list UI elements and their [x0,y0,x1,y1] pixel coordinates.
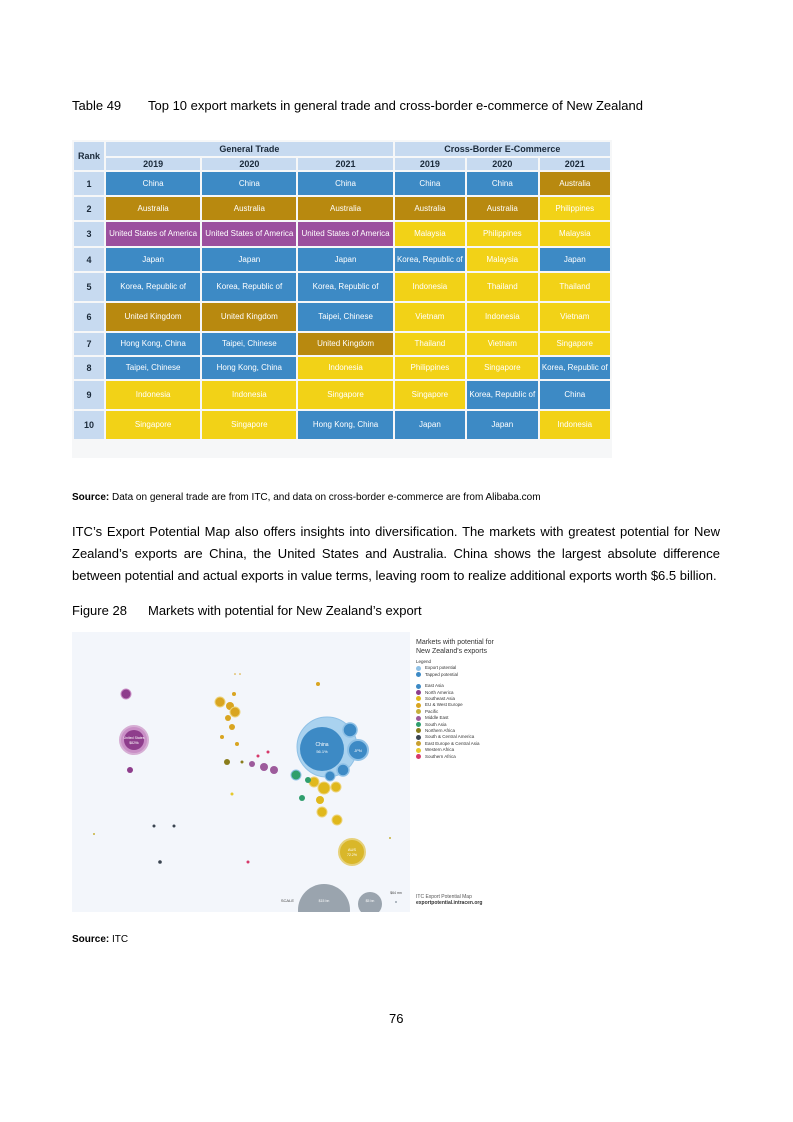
scale-15bn-circle [298,884,350,912]
market-cell: Japan [106,248,200,271]
china-bubble-pct: 56.1% [316,749,328,754]
europe-bubble [234,673,236,675]
year-header: 2021 [540,158,610,170]
market-cell: China [395,172,465,195]
sea-bubble [331,782,341,792]
south-asia-bubble [305,777,311,783]
figure-source [72,934,128,945]
market-cell: China [298,172,392,195]
table-row [74,411,610,439]
market-cell: Japan [298,248,392,271]
south-asia-bubble [299,795,305,801]
sea-bubble [316,796,324,804]
mexico-bubble [127,767,133,773]
legend-item-label: South & Central America [425,734,475,740]
table-row [74,381,610,409]
legend-potential-list [416,665,516,678]
us-bubble-pct: $829k [129,741,139,745]
europe-bubble [235,742,239,746]
rank-cell: 8 [74,357,104,379]
legend-item-label: Export potential [425,665,457,671]
market-cell: Vietnam [467,333,537,355]
united-states-tapped-bubble [124,730,144,750]
legend-dot-icon [416,748,421,753]
legend-dot-icon [416,684,421,689]
year-header: 2020 [467,158,537,170]
market-cell: Australia [298,197,392,220]
market-cell: Indonesia [395,273,465,301]
market-cell: Australia [467,197,537,220]
middle-east-bubble [270,766,278,774]
scale-64mn-circle [395,901,397,903]
rank-cell: 1 [74,172,104,195]
market-cell: Taipei, Chinese [106,357,200,379]
market-cell: United States of America [106,222,200,246]
legend-item-label: Pacific [425,708,439,714]
market-cell: Vietnam [395,303,465,331]
europe-bubble [316,682,320,686]
table-caption-text: Top 10 export markets in general trade and cross-border e-commerce of New Zealand [148,98,643,113]
table-source [72,492,541,503]
market-cell: United Kingdom [298,333,392,355]
legend-dot-icon [416,696,421,701]
figure-legend [416,638,516,760]
market-cell: United States of America [298,222,392,246]
body-paragraph: ITC’s Export Potential Map also offers insights into diversification. The markets with greatest potential for New Zealand’s exports are China, the United States and Australia. China shows the largest absolute difference between potential and actual exports in value terms, leaving room to realize additional exports worth $6.5 billion. [72,524,720,583]
legend-dot-icon [416,690,421,695]
market-cell: Singapore [106,411,200,439]
figure-source-text: ITC [109,934,129,945]
legend-label: Legend [416,659,432,664]
table-row [74,248,610,271]
sea-bubble [318,782,330,794]
figure-caption-number: Figure 28 [72,603,127,618]
market-cell: Taipei, Chinese [298,303,392,331]
europe-bubble [232,692,236,696]
legend-dot-icon [416,716,421,721]
legend-item-label: East Asia [425,683,444,689]
aus-bubble-pct: 72.2% [347,853,357,857]
market-cell: Japan [395,411,465,439]
market-cell: United Kingdom [202,303,296,331]
export-markets-table [72,140,612,458]
market-cell: Hong Kong, China [106,333,200,355]
scale-label: SCALE [280,898,294,903]
western-africa-bubble [231,793,234,796]
market-cell: Indonesia [467,303,537,331]
table-source-text: Data on general trade are from ITC, and data on cross-border e-commerce are from Alibaba.com [109,492,541,503]
legend-dot-icon [416,741,421,746]
market-cell: Australia [106,197,200,220]
legend-item-label: Southeast Asia [425,696,456,702]
export-potential-map-figure [72,632,517,914]
pacific-bubble [389,837,391,839]
market-cell: Japan [202,248,296,271]
middle-east-bubble [224,759,230,765]
general-trade-header: General Trade [106,142,393,156]
market-cell: Singapore [202,411,296,439]
taipei-bubble [337,764,349,776]
year-header: 2020 [202,158,296,170]
market-cell: China [202,172,296,195]
figure-source-label: Source: [72,934,110,945]
canada-bubble [121,689,131,699]
market-cell: Indonesia [202,381,296,409]
legend-item [416,754,516,760]
sea-bubble [332,815,342,825]
market-cell: Philippines [467,222,537,246]
market-cell: Thailand [540,273,610,301]
bubble-plot-svg [72,632,410,912]
europe-bubble [220,735,224,739]
table-row [74,273,610,301]
south-america-bubble [158,860,162,864]
market-cell: Indonesia [106,381,200,409]
legend-item-label: North America [425,689,454,695]
table-source-label: Source: [72,492,110,503]
hongkong-bubble [325,771,335,781]
market-cell: Thailand [467,273,537,301]
market-cell: Japan [540,248,610,271]
legend-dot-icon [416,672,421,677]
market-cell: United Kingdom [106,303,200,331]
market-cell: Philippines [540,197,610,220]
table-caption [72,98,643,113]
china-bubble-label: China [315,742,329,748]
middle-east-bubble [241,761,244,764]
south-america-bubble [153,825,156,828]
credit-line1: ITC Export Potential Map [416,894,472,900]
sea-bubble [317,807,327,817]
market-cell: Philippines [395,357,465,379]
legend-dot-icon [416,754,421,759]
pacific-bubble [93,833,95,835]
table-row [74,303,610,331]
europe-bubble [229,724,235,730]
aus-bubble-label: AUS [347,847,357,852]
legend-dot-icon [416,735,421,740]
legend-regions-list [416,683,516,760]
year-header: 2019 [106,158,200,170]
legend-dot-icon [416,703,421,708]
south-america-bubble [173,825,176,828]
market-cell: United States of America [202,222,296,246]
legend-item-label: Western Africa [425,747,455,753]
market-cell: Australia [395,197,465,220]
legend-item [416,672,516,678]
figure-title-line2: New Zealand's exports [416,648,487,655]
market-cell: Malaysia [540,222,610,246]
figure-credit [416,894,482,906]
market-cell: Korea, Republic of [106,273,200,301]
market-cell: Malaysia [467,248,537,271]
legend-dot-icon [416,666,421,671]
table-row [74,357,610,379]
scale-15bn-label: $15 bn [318,899,330,903]
markets-table-grid [72,140,612,441]
market-cell: Korea, Republic of [202,273,296,301]
market-cell: Indonesia [540,411,610,439]
table-row [74,333,610,355]
korea-bubble [343,723,357,737]
table-row [74,197,610,220]
figure-caption-text: Markets with potential for New Zealand’s export [148,603,422,618]
scale-64mn-label: $64 mn [390,891,402,895]
market-cell: Korea, Republic of [467,381,537,409]
europe-bubble [225,715,231,721]
year-header: 2019 [395,158,465,170]
figure-caption [72,603,422,618]
legend-item-label: South Asia [425,721,447,727]
middle-east-bubble [260,763,268,771]
market-cell: China [467,172,537,195]
market-cell: Australia [202,197,296,220]
market-cell: Hong Kong, China [298,411,392,439]
page-number: 76 [389,1011,404,1026]
market-cell: Korea, Republic of [298,273,392,301]
figure-title-line1: Markets with potential for [416,639,494,646]
japan-bubble-label: JPN [354,748,362,753]
market-cell: Australia [540,172,610,195]
rank-cell: 7 [74,333,104,355]
rank-cell: 10 [74,411,104,439]
market-cell: Taipei, Chinese [202,333,296,355]
middle-east-bubble [249,761,255,767]
bubble-plot-area [72,632,410,912]
table-row [74,172,610,195]
market-cell: Singapore [540,333,610,355]
market-cell: Japan [467,411,537,439]
market-cell: China [106,172,200,195]
rank-cell: 5 [74,273,104,301]
middle-east-bubble [267,751,270,754]
scale-5bn-label: $5 bn [365,899,375,903]
australia-bubble [339,839,365,865]
market-cell: Korea, Republic of [540,357,610,379]
cbec-header: Cross-Border E-Commerce [395,142,610,156]
south-asia-bubble [291,770,301,780]
rank-header: Rank [74,142,104,170]
market-cell: Indonesia [298,357,392,379]
middle-east-bubble [257,755,260,758]
legend-item-label: Southern Africa [425,753,456,759]
market-cell: Hong Kong, China [202,357,296,379]
legend-item-label: East Europe & Central Asia [425,740,480,746]
legend-dot-icon [416,722,421,727]
market-cell: Korea, Republic of [395,248,465,271]
europe-bubble [215,697,225,707]
legend-dot-icon [416,709,421,714]
legend-dot-icon [416,728,421,733]
us-bubble-label: United States [123,736,145,740]
europe-bubble [239,673,241,675]
market-cell: China [540,381,610,409]
rank-cell: 3 [74,222,104,246]
table-row [74,222,610,246]
rank-cell: 2 [74,197,104,220]
europe-bubble [230,707,240,717]
rank-cell: 4 [74,248,104,271]
credit-line2: exportpotential.intracen.org [416,900,483,906]
market-cell: Vietnam [540,303,610,331]
rank-cell: 6 [74,303,104,331]
legend-item-label: Northern Africa [425,728,456,734]
market-cell: Malaysia [395,222,465,246]
market-cell: Singapore [467,357,537,379]
market-cell: Singapore [395,381,465,409]
rank-cell: 9 [74,381,104,409]
year-header: 2021 [298,158,392,170]
legend-item-label: Middle East [425,715,449,721]
legend-item-label: Tapped potential [425,671,459,677]
market-cell: Singapore [298,381,392,409]
southern-africa-bubble [247,861,250,864]
legend-item-label: EU & West Europe [425,702,463,708]
market-cell: Thailand [395,333,465,355]
table-caption-number: Table 49 [72,98,122,113]
